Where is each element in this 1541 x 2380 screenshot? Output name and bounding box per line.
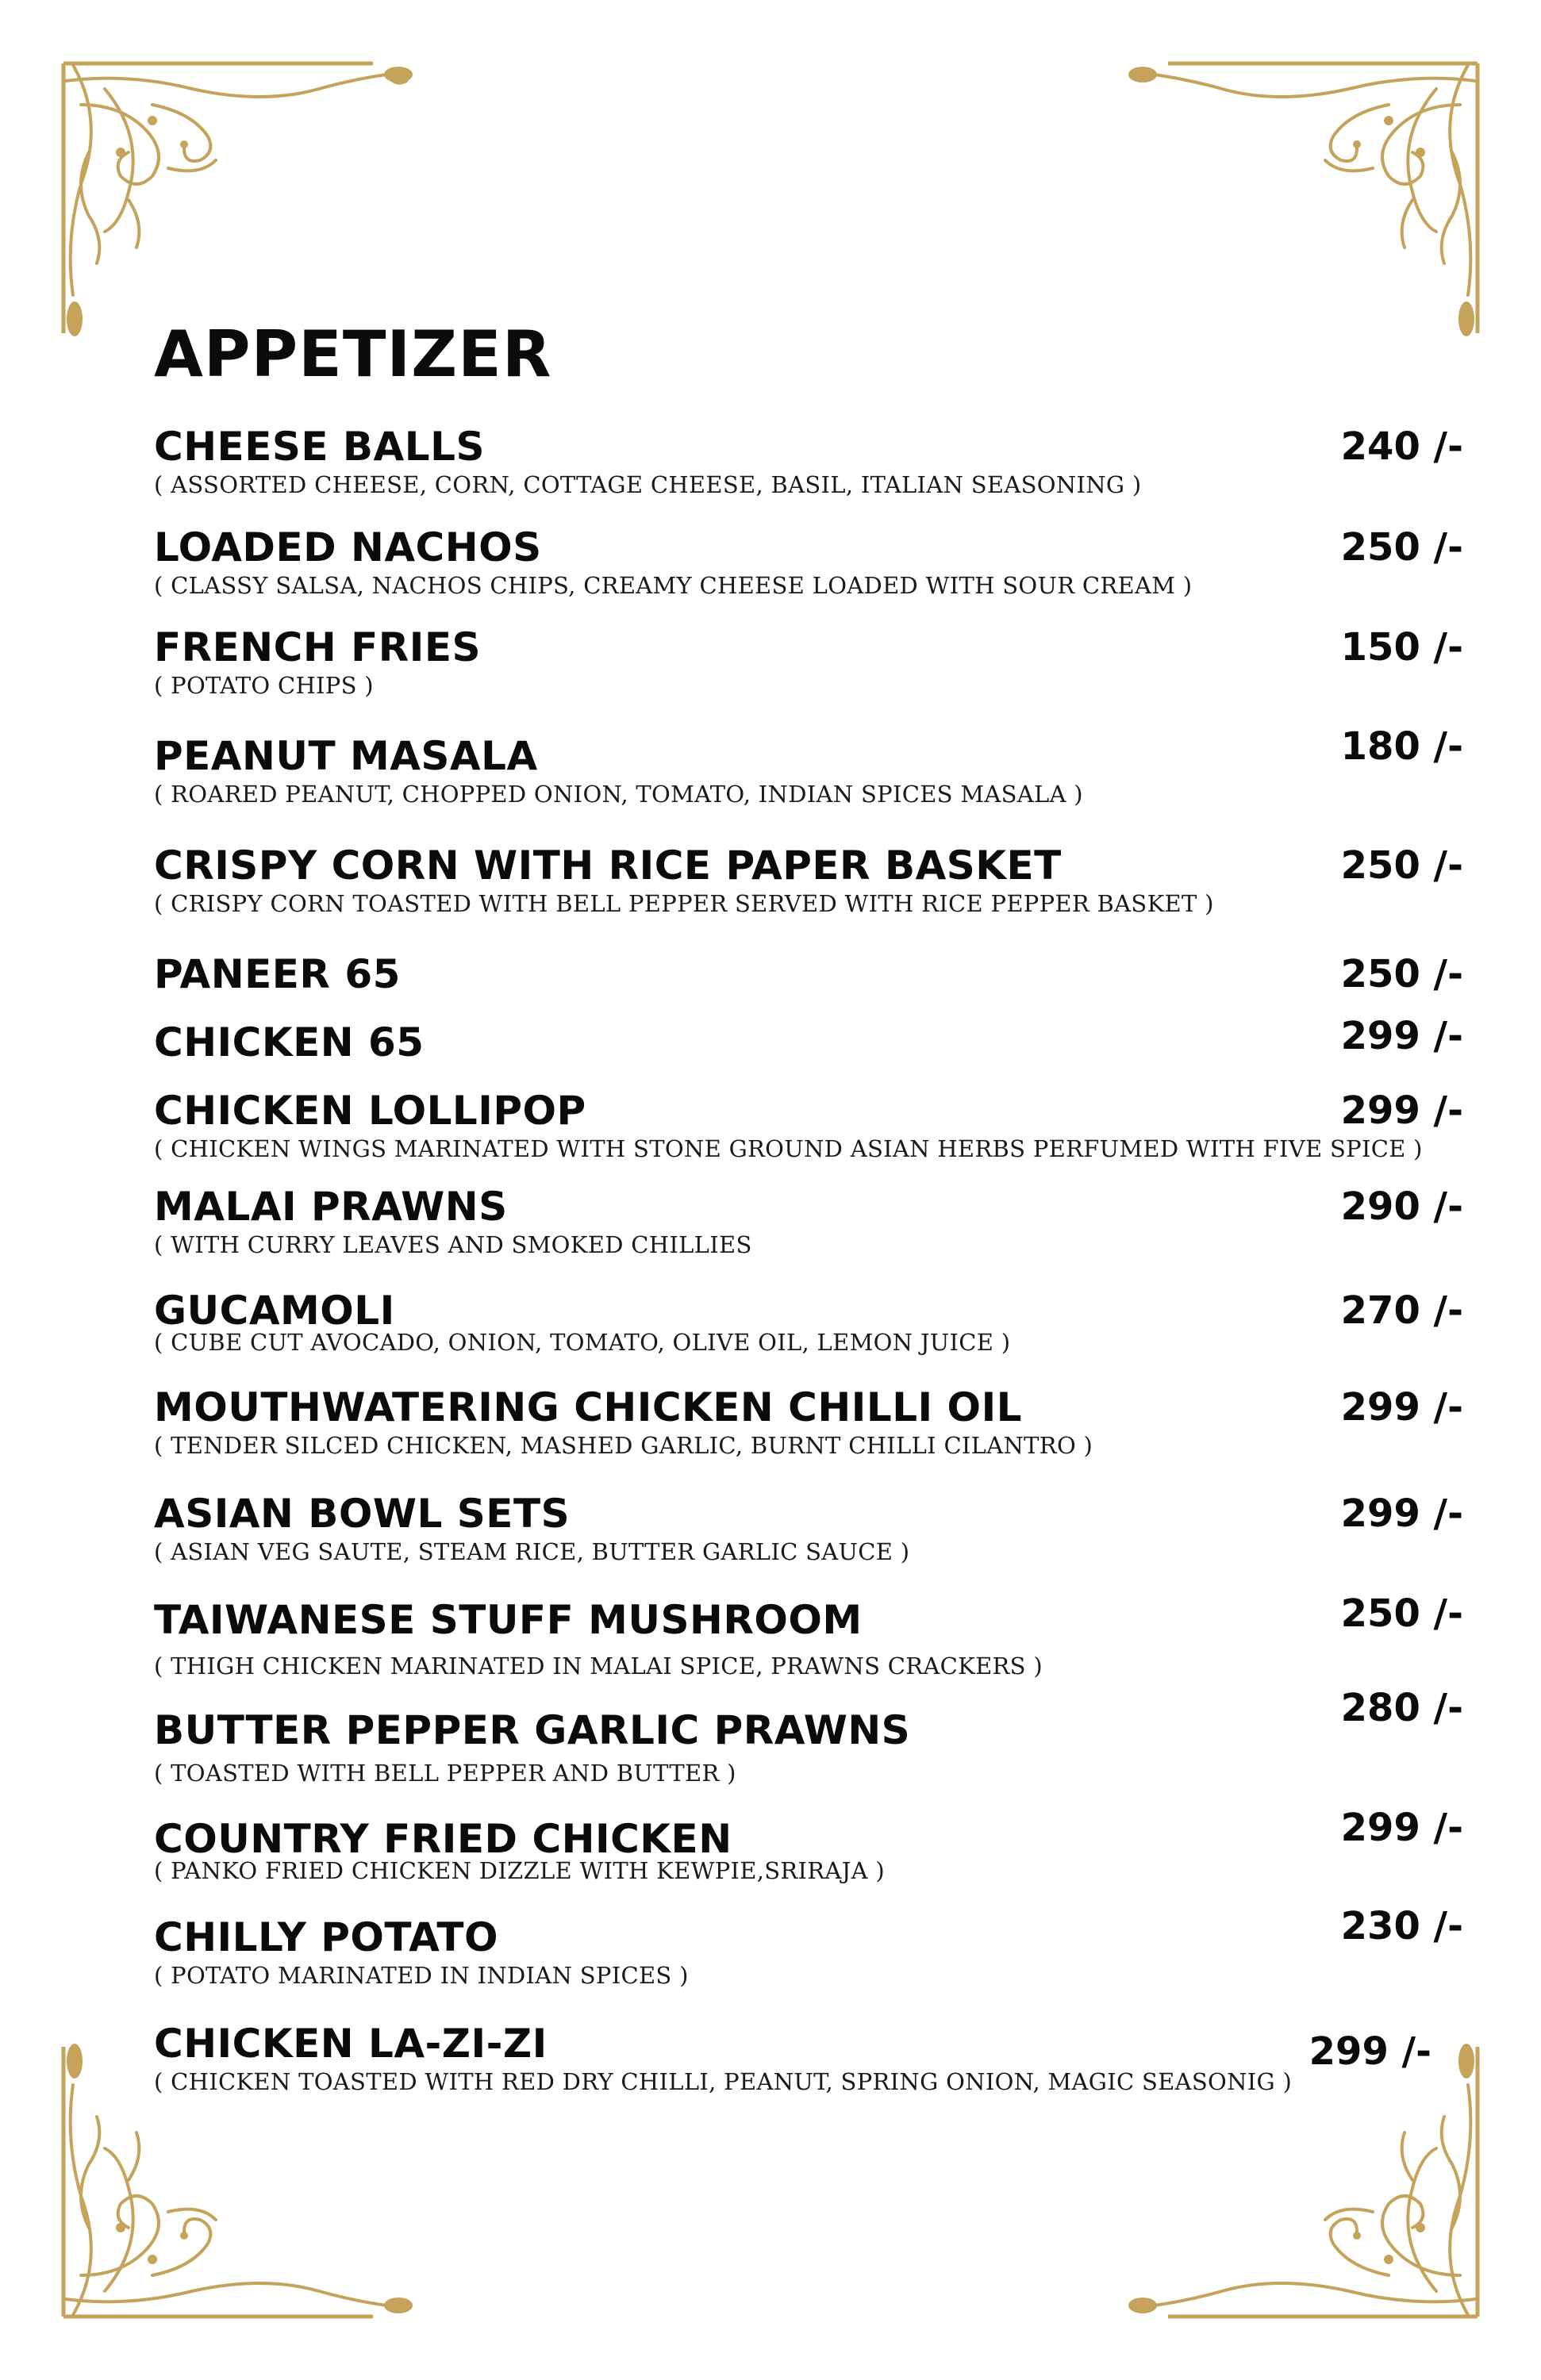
item-price: 299 /-	[1340, 1491, 1463, 1536]
item-description: ( CLASSY SALSA, NACHOS CHIPS, CREAMY CHEESE LOADED WITH SOUR CREAM )	[154, 572, 1193, 599]
menu-item	[154, 424, 1463, 499]
item-price: 290 /-	[1340, 1184, 1463, 1229]
item-name: BUTTER PEPPER GARLIC PRAWNS	[154, 1707, 911, 1753]
item-name: GUCAMOLI	[154, 1288, 395, 1334]
corner-ornament-bottom-left	[57, 1950, 470, 2323]
menu-item	[154, 1904, 1463, 1990]
item-price: 250 /-	[1340, 843, 1463, 888]
item-price: 230 /-	[1340, 1904, 1463, 1948]
item-price: 150 /-	[1340, 625, 1463, 670]
item-price: 299 /-	[1340, 1014, 1463, 1058]
item-description: ( CHICKEN WINGS MARINATED WITH STONE GROUND ASIAN HERBS PERFUMED WITH FIVE SPICE )	[154, 1135, 1423, 1162]
item-description: ( CUBE CUT AVOCADO, ONION, TOMATO, OLIVE OIL, LEMON JUICE )	[154, 1329, 1011, 1356]
item-name: CHEESE BALLS	[154, 424, 485, 470]
item-description: ( PANKO FRIED CHICKEN DIZZLE WITH KEWPIE,SRIRAJA )	[154, 1857, 885, 1884]
item-price: 180 /-	[1340, 724, 1463, 769]
menu-item	[154, 2021, 1455, 2096]
item-name: TAIWANESE STUFF MUSHROOM	[154, 1597, 863, 1643]
item-name: CHILLY POTATO	[154, 1914, 498, 1960]
item-name: CRISPY CORN WITH RICE PAPER BASKET	[154, 843, 1062, 889]
menu-item	[154, 1288, 1463, 1357]
item-price: 250 /-	[1340, 525, 1463, 570]
menu-item	[154, 524, 1463, 600]
menu-item	[154, 1806, 1463, 1885]
item-name: PEANUT MASALA	[154, 733, 538, 779]
item-description: ( POTATO MARINATED IN INDIAN SPICES )	[154, 1962, 689, 1989]
menu-item	[154, 624, 1463, 700]
item-price: 299 /-	[1340, 1088, 1463, 1133]
item-description: ( ASIAN VEG SAUTE, STEAM RICE, BUTTER GARLIC SAUCE )	[154, 1538, 910, 1565]
item-name: LOADED NACHOS	[154, 524, 542, 570]
menu-item	[154, 951, 1463, 997]
item-name: FRENCH FRIES	[154, 624, 482, 670]
menu-item	[154, 843, 1463, 918]
item-price: 299 /-	[1340, 1806, 1463, 1850]
item-description: ( ASSORTED CHEESE, CORN, COTTAGE CHEESE, BASIL, ITALIAN SEASONING )	[154, 471, 1142, 498]
item-price: 299 /-	[1340, 1385, 1463, 1430]
item-description: ( THIGH CHICKEN MARINATED IN MALAI SPICE, PRAWNS CRACKERS )	[154, 1653, 1043, 1679]
section-title: APPETIZER	[154, 317, 552, 391]
menu-item	[154, 1591, 1463, 1680]
item-name: CHICKEN LOLLIPOP	[154, 1088, 586, 1134]
menu-item	[154, 1491, 1463, 1566]
item-name: MALAI PRAWNS	[154, 1184, 508, 1230]
menu-item	[154, 1686, 1463, 1787]
menu-item	[154, 1184, 1463, 1259]
item-name: ASIAN BOWL SETS	[154, 1491, 571, 1537]
item-description: ( TENDER SILCED CHICKEN, MASHED GARLIC, BURNT CHILLI CILANTRO )	[154, 1432, 1093, 1459]
item-description: ( WITH CURRY LEAVES AND SMOKED CHILLIES	[154, 1231, 752, 1258]
menu-item	[154, 1088, 1463, 1163]
item-price: 299 /-	[1309, 2029, 1431, 2074]
item-description: ( CHICKEN TOASTED WITH RED DRY CHILLI, PEANUT, SPRING ONION, MAGIC SEASONIG )	[154, 2068, 1293, 2095]
item-name: MOUTHWATERING CHICKEN CHILLI OIL	[154, 1384, 1023, 1430]
item-name: PANEER 65	[154, 951, 401, 997]
corner-ornament-bottom-right	[1071, 1950, 1484, 2323]
item-price: 240 /-	[1340, 424, 1463, 469]
item-name: CHICKEN LA-ZI-ZI	[154, 2021, 548, 2067]
item-price: 280 /-	[1340, 1686, 1463, 1730]
corner-ornament-top-right	[1071, 57, 1484, 430]
menu-item	[154, 724, 1463, 808]
item-price: 250 /-	[1340, 952, 1463, 996]
item-description: ( POTATO CHIPS )	[154, 672, 374, 699]
menu-item	[154, 1014, 1463, 1065]
item-description: ( ROARED PEANUT, CHOPPED ONION, TOMATO, INDIAN SPICES MASALA )	[154, 781, 1083, 808]
item-price: 250 /-	[1340, 1591, 1463, 1636]
item-name: CHICKEN 65	[154, 1019, 425, 1065]
item-price: 270 /-	[1340, 1288, 1463, 1333]
item-description: ( TOASTED WITH BELL PEPPER AND BUTTER )	[154, 1760, 736, 1787]
item-name: COUNTRY FRIED CHICKEN	[154, 1816, 732, 1862]
item-description: ( CRISPY CORN TOASTED WITH BELL PEPPER SERVED WITH RICE PEPPER BASKET )	[154, 890, 1214, 917]
menu-item	[154, 1384, 1463, 1460]
